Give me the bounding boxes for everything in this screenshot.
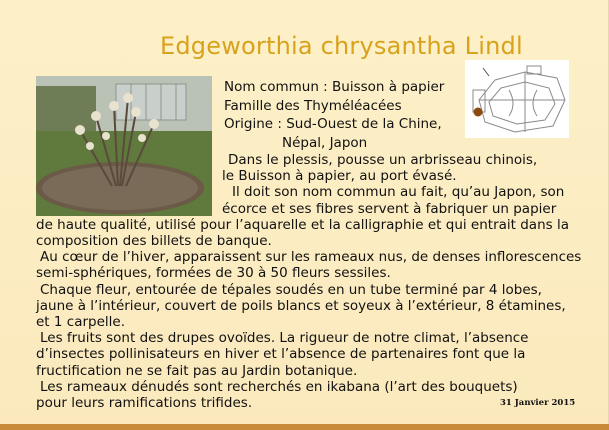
body-line: pour leurs ramifications trifides. xyxy=(36,395,253,412)
origin-line-2: Népal, Japon xyxy=(282,134,368,151)
body-line: de haute qualité, utilisé pour l’aquarelle et la calligraphie et qui entrait dans la xyxy=(36,216,569,233)
body-line: le Buisson à papier, au port évasé. xyxy=(222,168,457,185)
description-text xyxy=(36,152,582,412)
body-line: Chaque fleur, entourée de tépales soudés en un tube terminé par 4 lobes, xyxy=(40,281,542,298)
body-line: Les rameaux dénudés sont recherchés en ikabana (l’art des bouquets) xyxy=(40,378,518,395)
plant-family: Famille des Thyméléacées xyxy=(224,97,402,114)
body-line: jaune à l’intérieur, couvert de poils blancs et soyeux à l’extérieur, 8 étamines, xyxy=(36,297,566,314)
body-line: Il doit son nom commun au fait, qu’au Japon, son xyxy=(232,184,565,201)
body-line: Au cœur de l’hiver, apparaissent sur les rameaux nus, de denses inflorescences xyxy=(40,249,582,266)
body-line: écorce et ses fibres servent à fabriquer un papier xyxy=(222,200,557,217)
body-line: semi-sphériques, formées de 30 à 50 fleurs sessiles. xyxy=(36,265,391,282)
location-marker xyxy=(474,108,483,117)
plant-facts xyxy=(224,78,444,152)
body-line: Les fruits sont des drupes ovoïdes. La rigueur de notre climat, l’absence xyxy=(40,330,529,347)
common-name: Nom commun : Buisson à papier xyxy=(224,79,445,95)
body-line: fructification ne se fait pas au Jardin botanique. xyxy=(36,362,358,379)
origin-line-1: Origine : Sud-Ouest de la Chine, xyxy=(224,116,442,132)
page-title: Edgeworthia chrysantha Lindl xyxy=(160,32,523,60)
garden-plan-map xyxy=(465,60,569,138)
body-line: d’insectes pollinisateurs en hiver et l’absence de partenaires font que la xyxy=(36,346,526,363)
body-line: composition des billets de banque. xyxy=(36,233,272,250)
body-line: Dans le plessis, pousse un arbrisseau chinois, xyxy=(228,152,538,168)
body-line: et 1 carpelle. xyxy=(36,314,125,331)
bottom-border xyxy=(0,424,609,430)
date-label: 31 Janvier 2015 xyxy=(500,398,576,408)
